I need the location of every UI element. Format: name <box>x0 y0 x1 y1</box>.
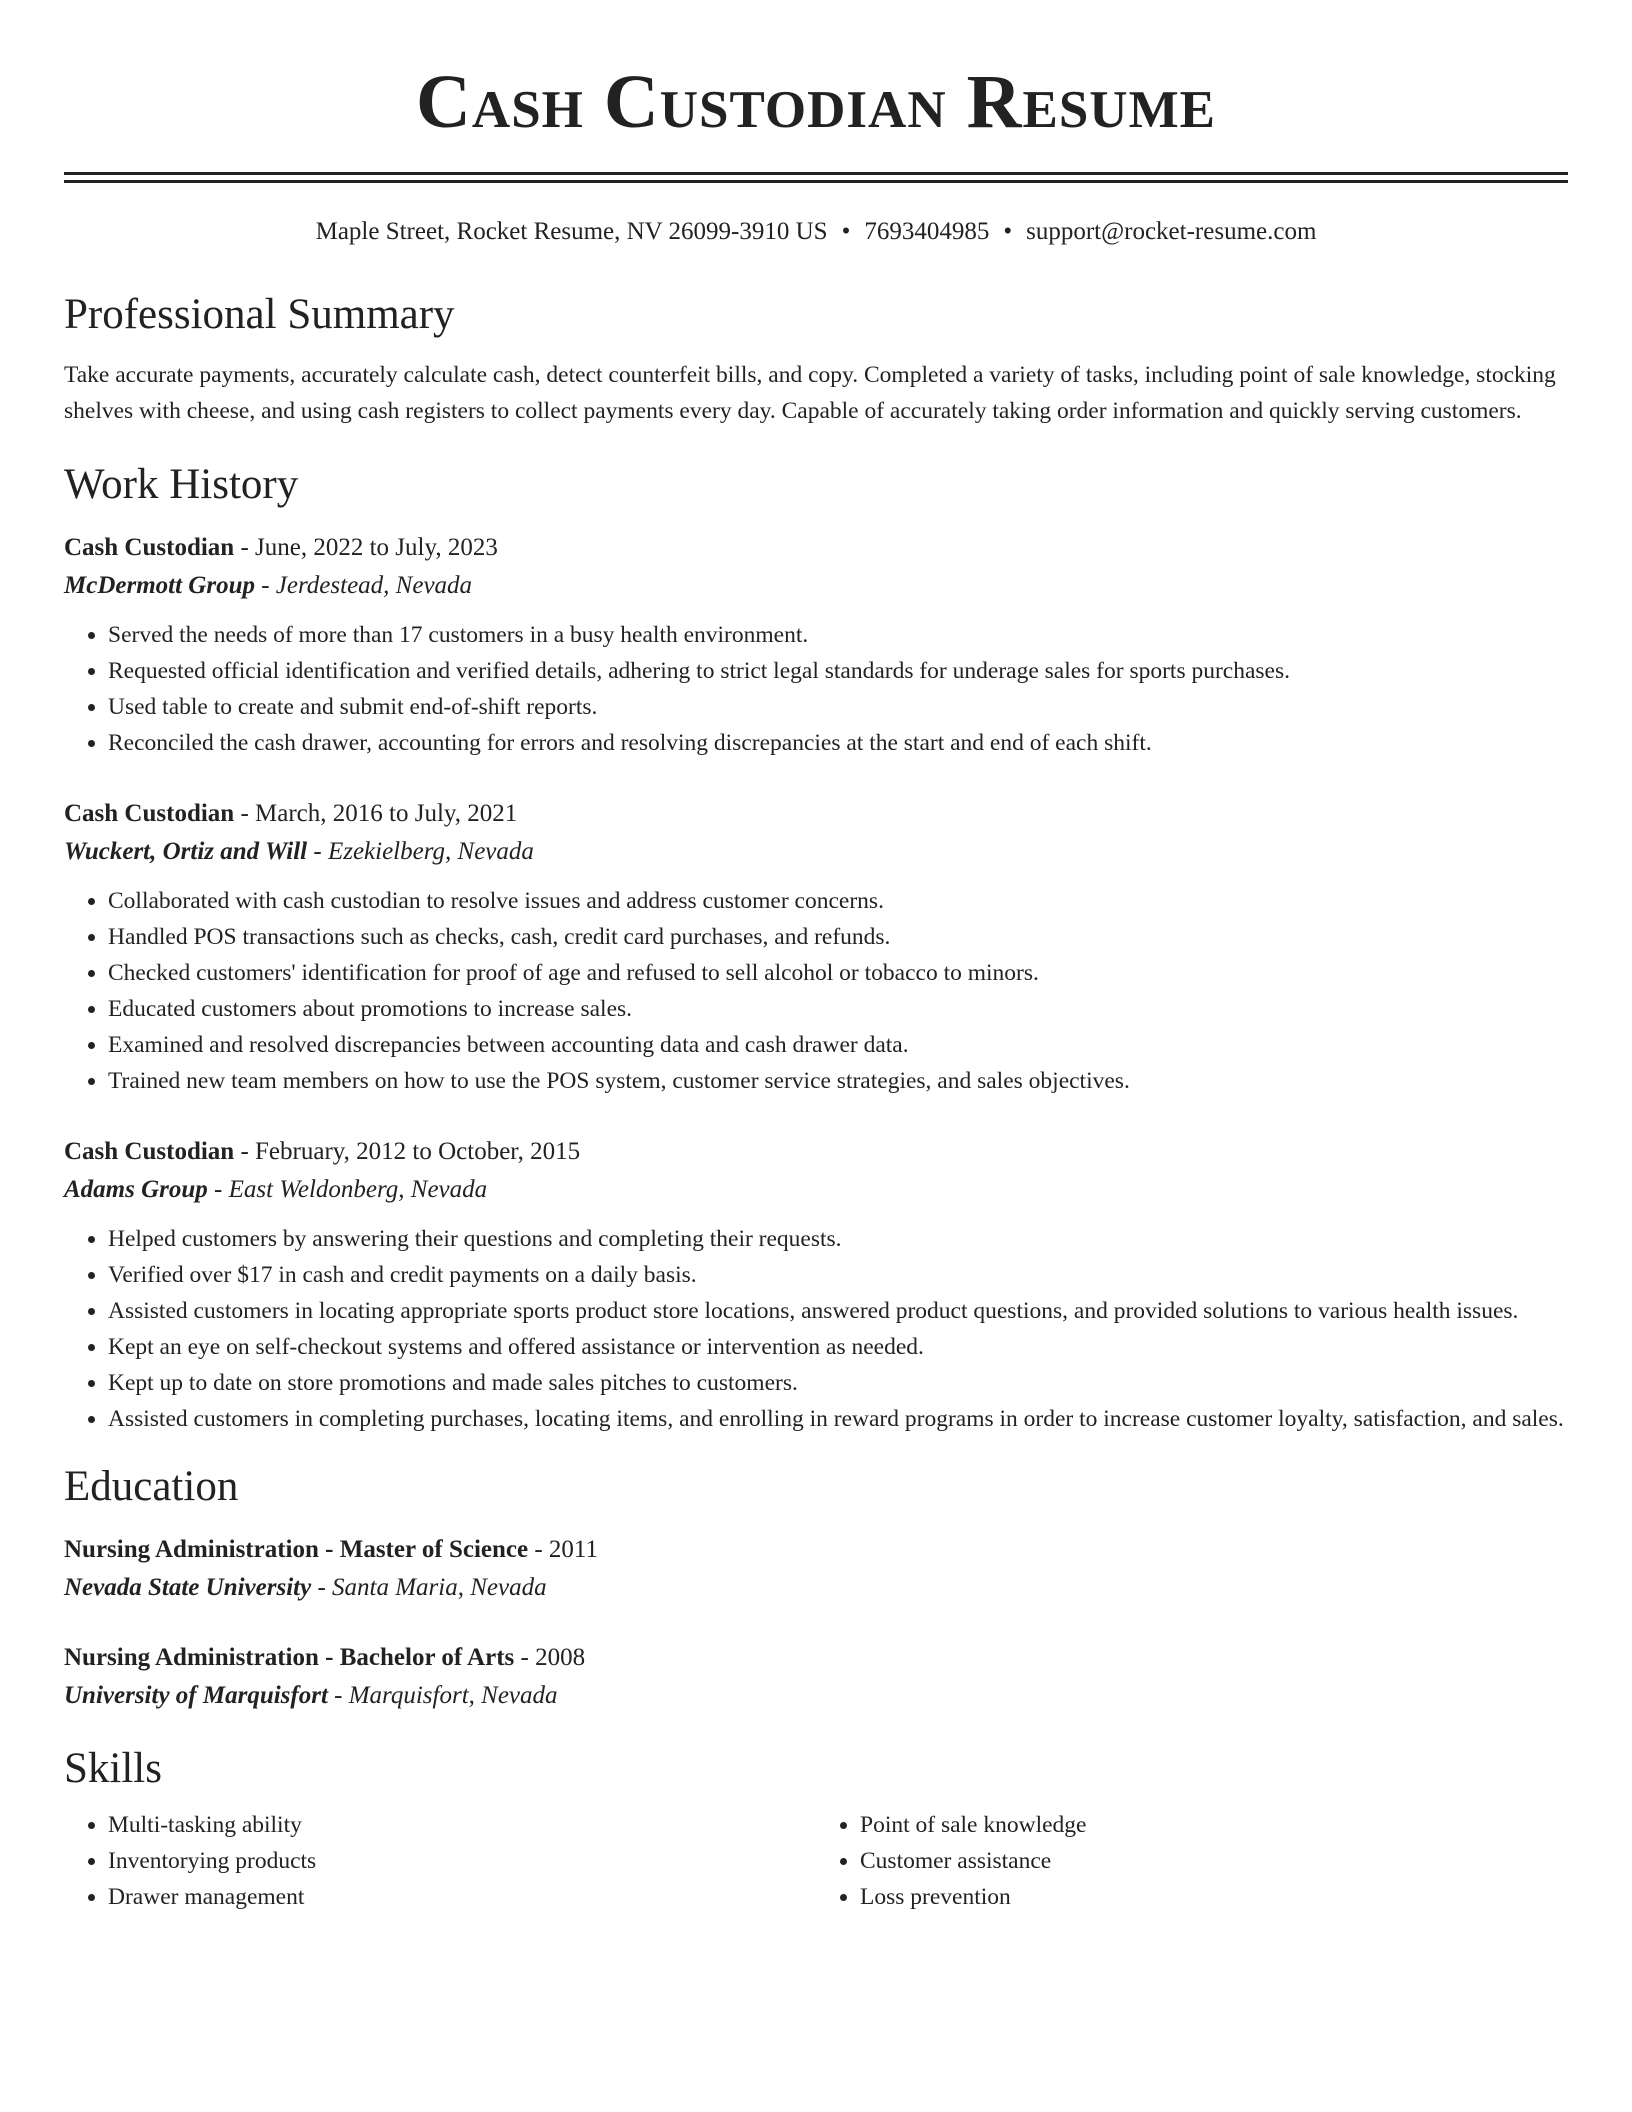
school: Nevada State University <box>64 1574 312 1601</box>
skills-column-right <box>816 1807 1568 1915</box>
list-item: • Kept up to date on store promotions and made sales pitches to customers. <box>108 1365 1568 1401</box>
title-divider <box>64 172 1568 183</box>
contact-address: Maple Street, Rocket Resume, NV 26099-3910 US <box>315 218 828 245</box>
job-bullets <box>64 883 1568 1099</box>
job-title: Cash Custodian <box>64 1138 235 1165</box>
skill-item: • Drawer management <box>108 1879 816 1915</box>
job-company: McDermott Group <box>64 572 255 599</box>
contact-email: support@rocket-resume.com <box>1026 218 1317 245</box>
degree-line <box>64 1639 1568 1677</box>
job-title: Cash Custodian <box>64 800 235 827</box>
job-entry <box>64 795 1568 1099</box>
school-line <box>64 1677 1568 1715</box>
list-item: • Kept an eye on self-checkout systems and offered assistance or intervention as needed. <box>108 1329 1568 1365</box>
contact-phone: 7693404985 <box>864 218 990 245</box>
list-item: • Used table to create and submit end-of-shift reports. <box>108 689 1568 725</box>
work-history-heading: Work History <box>64 461 299 508</box>
job-location: - Jerdestead, Nevada <box>254 572 473 599</box>
school-location: - Marquisfort, Nevada <box>327 1682 558 1709</box>
list-item: • Handled POS transactions such as checks, cash, credit card purchases, and refunds. <box>108 919 1568 955</box>
job-company-line <box>64 1171 1568 1209</box>
degree-line <box>64 1531 1568 1569</box>
list-item: • Helped customers by answering their questions and completing their requests. <box>108 1221 1568 1257</box>
job-title-line <box>64 795 1568 833</box>
job-location: - Ezekielberg, Nevada <box>307 838 534 865</box>
list-item: • Reconciled the cash drawer, accounting for errors and resolving discrepancies at the start and end of each shift. <box>108 725 1568 761</box>
list-item: • Examined and resolved discrepancies between accounting data and cash drawer data. <box>108 1027 1568 1063</box>
education-entry <box>64 1639 1568 1715</box>
skills-grid <box>64 1807 1568 1915</box>
job-location: - East Weldonberg, Nevada <box>207 1176 488 1203</box>
skill-item: • Customer assistance <box>860 1843 1568 1879</box>
summary-text: Take accurate payments, accurately calculate cash, detect counterfeit bills, and copy. Completed a variety of tasks, including point of sale knowledge, stocking shelves with cheese, and using cash registers to collect payments every day. Capable of accurately taking order information and quickly serving customers. <box>64 362 1556 424</box>
job-dates: - February, 2012 to October, 2015 <box>234 1138 581 1165</box>
summary-heading: Professional Summary <box>64 291 455 338</box>
skill-item: • Loss prevention <box>860 1879 1568 1915</box>
job-company-line <box>64 567 1568 605</box>
list-item: • Collaborated with cash custodian to resolve issues and address customer concerns. <box>108 883 1568 919</box>
job-title-line <box>64 529 1568 567</box>
job-title-line <box>64 1133 1568 1171</box>
job-title: Cash Custodian <box>64 534 235 561</box>
school-line <box>64 1569 1568 1607</box>
skill-item: • Multi-tasking ability <box>108 1807 816 1843</box>
school: University of Marquisfort <box>64 1682 328 1709</box>
list-item: • Checked customers' identification for proof of age and refused to sell alcohol or tobacco to minors. <box>108 955 1568 991</box>
skills-column-left <box>64 1807 816 1915</box>
job-dates: - March, 2016 to July, 2021 <box>234 800 518 827</box>
education-heading: Education <box>64 1463 239 1510</box>
contact-line <box>64 215 1568 249</box>
resume-title: Cash Custodian Resume <box>416 60 1216 144</box>
job-company: Adams Group <box>64 1176 208 1203</box>
list-item: • Assisted customers in locating appropriate sports product store locations, answered product questions, and provided solutions to various health issues. <box>108 1293 1568 1329</box>
contact-separator: • <box>1003 218 1013 245</box>
job-dates: - June, 2022 to July, 2023 <box>234 534 498 561</box>
education-entry <box>64 1531 1568 1607</box>
contact-separator: • <box>841 218 851 245</box>
job-bullets <box>64 1221 1568 1437</box>
degree-year: - 2008 <box>514 1644 586 1671</box>
school-location: - Santa Maria, Nevada <box>311 1574 547 1601</box>
skills-heading: Skills <box>64 1745 162 1792</box>
list-item: • Trained new team members on how to use the POS system, customer service strategies, and sales objectives. <box>108 1063 1568 1099</box>
degree-year: - 2011 <box>528 1536 598 1563</box>
degree: Nursing Administration - Master of Science <box>64 1536 529 1563</box>
job-entry <box>64 529 1568 761</box>
skill-item: • Inventorying products <box>108 1843 816 1879</box>
job-bullets <box>64 617 1568 761</box>
job-entry <box>64 1133 1568 1437</box>
list-item: • Assisted customers in completing purchases, locating items, and enrolling in reward programs in order to increase customer loyalty, satisfaction, and sales. <box>108 1401 1568 1437</box>
skill-item: • Point of sale knowledge <box>860 1807 1568 1843</box>
list-item: • Served the needs of more than 17 customers in a busy health environment. <box>108 617 1568 653</box>
list-item: • Verified over $17 in cash and credit payments on a daily basis. <box>108 1257 1568 1293</box>
list-item: • Educated customers about promotions to increase sales. <box>108 991 1568 1027</box>
job-company: Wuckert, Ortiz and Will <box>64 838 308 865</box>
job-company-line <box>64 833 1568 871</box>
list-item: • Requested official identification and verified details, adhering to strict legal standards for underage sales for sports purchases. <box>108 653 1568 689</box>
degree: Nursing Administration - Bachelor of Arts <box>64 1644 515 1671</box>
